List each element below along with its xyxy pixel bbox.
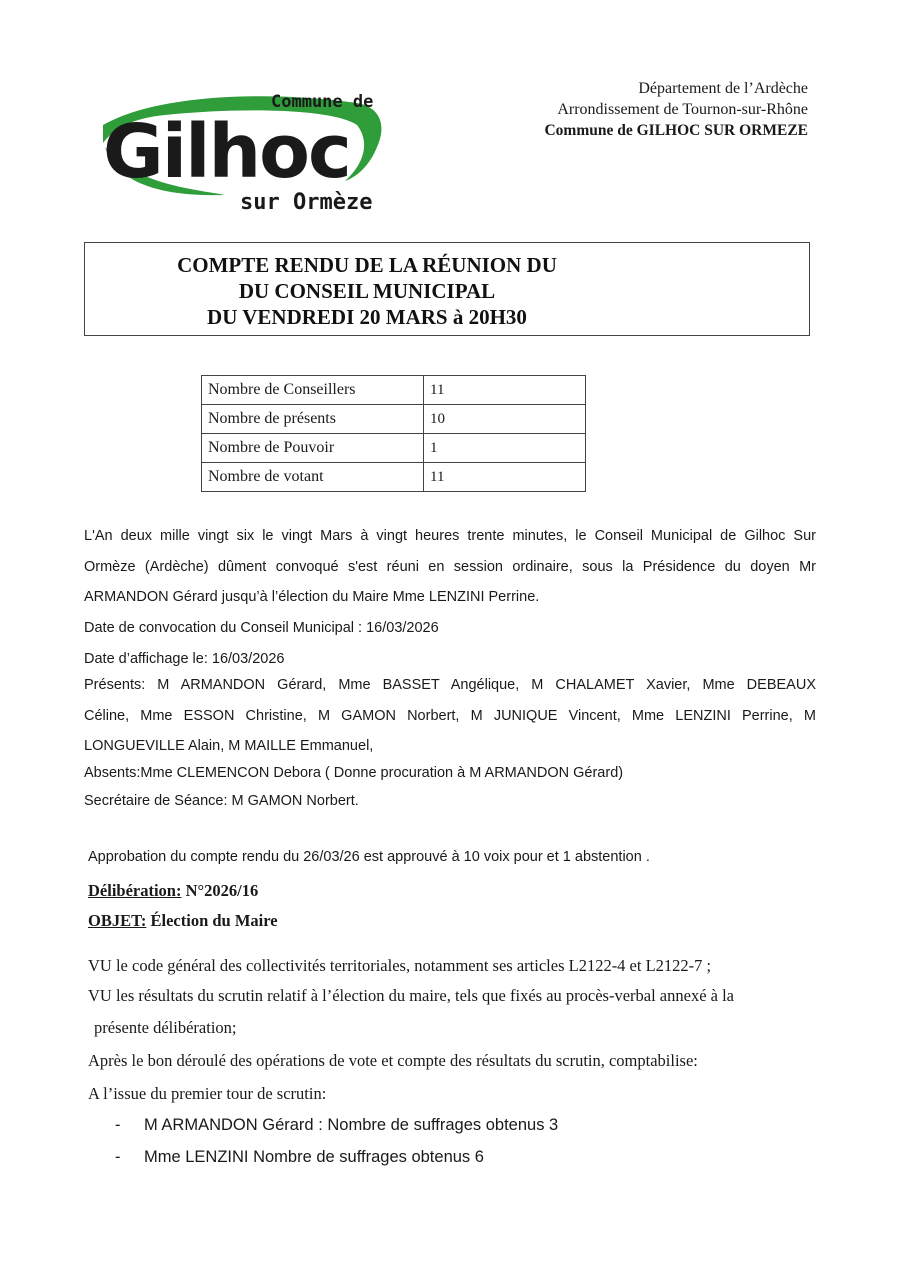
list-item-text: M ARMANDON Gérard : Nombre de suffrages obtenus 3: [144, 1116, 559, 1134]
issue-line: A l’issue du premier tour de scrutin:: [88, 1084, 327, 1103]
stat-label: Nombre de Conseillers: [202, 376, 424, 405]
intro-paragraph: [84, 521, 816, 613]
table-row: [202, 463, 586, 492]
convocation-date: Date de convocation du Conseil Municipal : 16/03/2026: [84, 620, 439, 636]
absents-line: Absents:Mme CLEMENCON Debora ( Donne procuration à M ARMANDON Gérard): [84, 765, 624, 781]
header-commune: Commune de GILHOC SUR ORMEZE: [544, 122, 808, 139]
stats-table: [201, 375, 586, 492]
affichage-date: Date d’affichage le: 16/03/2026: [84, 651, 285, 667]
deliberation-heading: [88, 876, 820, 907]
secretaire-line: Secrétaire de Séance: M GAMON Norbert.: [84, 793, 359, 809]
header-arrondissement: Arrondissement de Tournon-sur-Rhône: [557, 101, 808, 118]
title-line-3: DU VENDREDI 20 MARS à 20H30: [207, 305, 527, 329]
deliberation-number: N°2026/16: [181, 881, 259, 900]
vu-line-1: VU le code général des collectivités territoriales, notamment ses articles L2122-4 et L2122-7 ;: [88, 956, 712, 975]
presents-line-3: LONGUEVILLE Alain, M MAILLE Emmanuel,: [84, 738, 374, 754]
stat-value: 11: [424, 463, 586, 492]
title-line-1: COMPTE RENDU DE LA RÉUNION DU: [177, 253, 557, 277]
deliberation-label: Délibération:: [88, 881, 182, 900]
list-item: [115, 1110, 558, 1141]
presents-line-1: Présents: M ARMANDON Gérard, Mme BASSET Angélique, M CHALAMET Xavier, Mme DEBEAUX: [84, 677, 816, 693]
presents-line-2: Céline, Mme ESSON Christine, M GAMON Norbert, M JUNIQUE Vincent, Mme LENZINI Perrine, M: [84, 707, 816, 724]
intro-line-3: ARMANDON Gérard jusqu’à l’élection du Maire Mme LENZINI Perrine.: [84, 589, 540, 605]
logo-name: Gilhoc: [103, 109, 350, 195]
list-item: [115, 1142, 484, 1173]
list-item-text: Mme LENZINI Nombre de suffrages obtenus 6: [144, 1148, 484, 1166]
approbation-line: Approbation du compte rendu du 26/03/26 est approuvé à 10 voix pour et 1 abstention .: [88, 849, 650, 865]
header-department: Département de l’Ardèche: [638, 80, 808, 97]
bullet-dash: -: [115, 1148, 121, 1166]
stat-label: Nombre de votant: [202, 463, 424, 492]
table-row: [202, 434, 586, 463]
stat-value: 11: [424, 376, 586, 405]
table-row: [202, 376, 586, 405]
commune-logo: [95, 85, 395, 215]
vu-line-2: VU les résultats du scrutin relatif à l’élection du maire, tels que fixés au procès-verbal annexé à la: [88, 986, 734, 1005]
stat-value: 1: [424, 434, 586, 463]
stat-label: Nombre de Pouvoir: [202, 434, 424, 463]
title-line-2: DU CONSEIL MUNICIPAL: [238, 279, 496, 303]
apres-line: Après le bon déroulé des opérations de vote et compte des résultats du scrutin, comptabilise:: [88, 1051, 698, 1070]
logo-top-text: Commune de: [271, 92, 374, 112]
objet-label: OBJET:: [88, 911, 147, 930]
intro-line-1: L'An deux mille vingt six le vingt Mars à vingt heures trente minutes, le Conseil Municipal de Gilhoc Sur: [84, 528, 816, 544]
table-row: [202, 405, 586, 434]
logo-bottom-text: sur Ormèze: [240, 190, 373, 215]
objet-text: Élection du Maire: [146, 911, 278, 930]
presents-paragraph: [84, 670, 816, 762]
title-box: [84, 242, 810, 336]
intro-line-2: Ormèze (Ardèche) dûment convoqué s'est réuni en session ordinaire, sous la Présidence du doyen Mr: [84, 558, 816, 575]
stat-value: 10: [424, 405, 586, 434]
bullet-dash: -: [115, 1116, 121, 1134]
objet-heading: [88, 906, 820, 937]
stat-label: Nombre de présents: [202, 405, 424, 434]
vu-line-2-continued: présente délibération;: [94, 1018, 237, 1037]
